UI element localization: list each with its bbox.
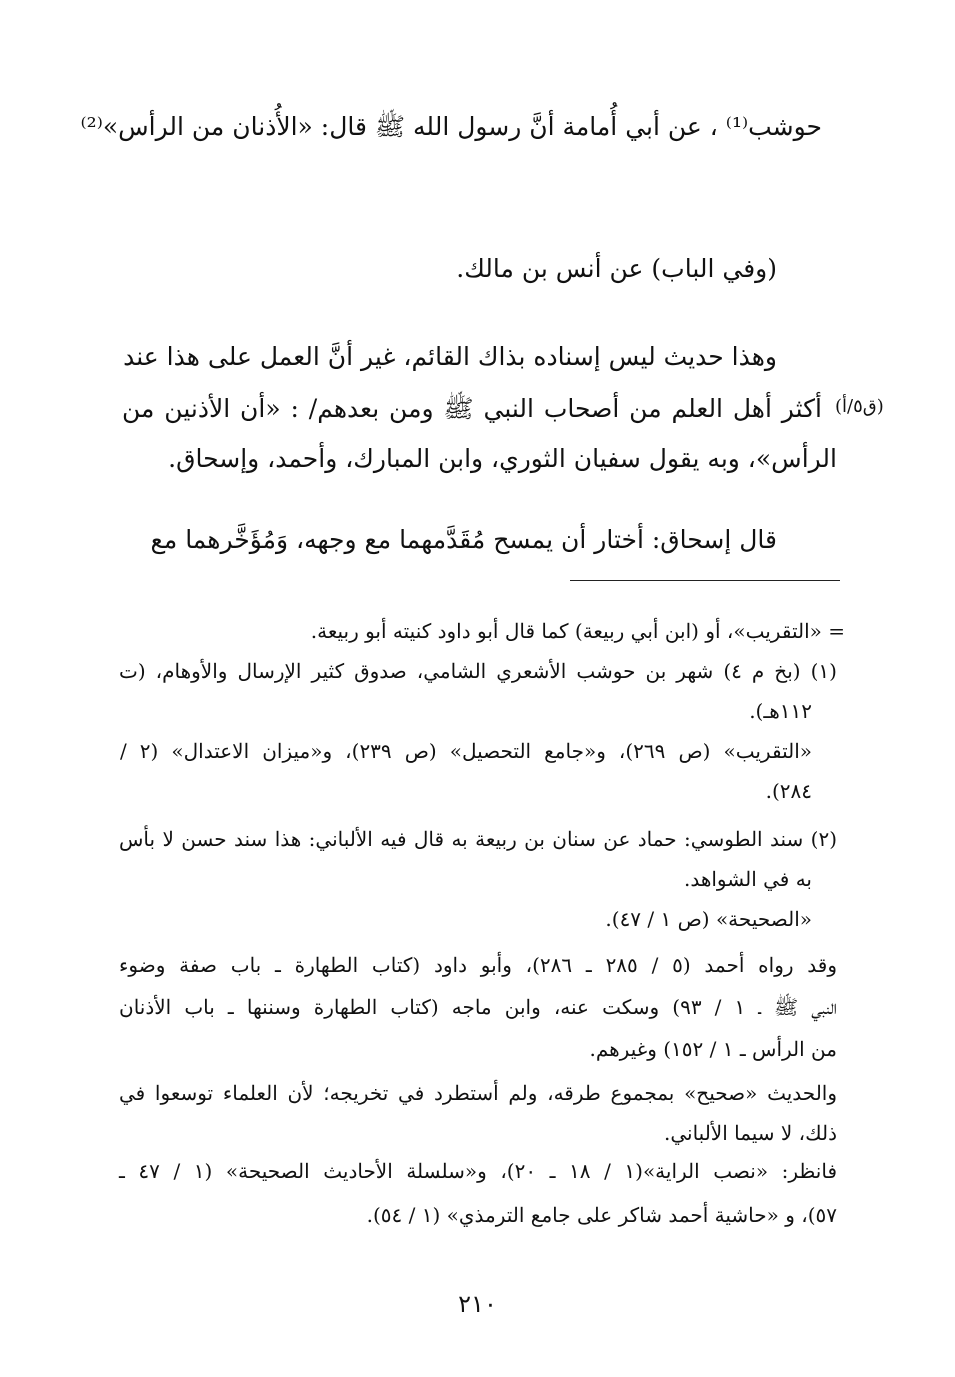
footnote-2-line-8: ذلك، لا سيما الألباني.: [663, 1121, 837, 1145]
para1-line-2: أكثر أهل العلم من أصحاب النبي ﷺ ومن بعدهم/ : «أن الأذنين من: [122, 394, 822, 423]
footnote-continuation: = «التقريب»، أو (ابن أبي ربيعة) كما قال أبو داود كنيته أبو ربيعة.: [310, 619, 845, 643]
footnote-2-line-3: «الصحيحة» (ص ١ / ٤٧).: [605, 907, 812, 931]
footnote-2-line-5: النبي ﷺ ـ ١ / ٩٣) وسكت عنه، وابن ماجه (كتاب الطهارة وسننها ـ باب الأذنان: [119, 995, 838, 1019]
para2-line-1: قال إسحاق: أختار أن يمسح مُقَدَّمهما مع وجهه، وَمُؤَخَّرهما مع: [150, 525, 777, 554]
body-line-2: (وفي الباب) عن أنس بن مالك.: [456, 254, 777, 283]
body-line-1: حوشب⁽¹⁾ ، عن أبي أُمامة أنَّ رسول الله ﷺ قال: «الأُذنان من الرأس»⁽²⁾: [80, 112, 822, 141]
footnote-2-line-1: (٢) سند الطوسي: حماد عن سنان بن ربيعة به قال فيه الألباني: هذا سند حسن لا بأس: [119, 827, 837, 851]
footnote-2-line-7: والحديث «صحيح» بمجموع طرقه، ولم أستطرد في تخريجه؛ لأن العلماء توسعوا في: [119, 1081, 837, 1105]
manuscript-folio-marker: (ق٥/أ): [835, 396, 884, 417]
footnote-2-line-6: من الرأس ـ ١ / ١٥٢) وغيرهم.: [589, 1037, 837, 1061]
footnote-2-line-9: فانظر: «نصب الراية»(١ / ١٨ ـ ٢٠)، و«سلسلة الأحاديث الصحيحة» (١ / ٤٧ ـ: [119, 1159, 838, 1183]
footnote-separator: [570, 580, 840, 581]
footnote-2-line-4: وقد رواه أحمد (٥ / ٢٨٥ ـ ٢٨٦)، وأبو داود (كتاب الطهارة ـ باب صفة وضوء: [119, 953, 838, 977]
footnote-2-line-2: به في الشواهد.: [683, 867, 812, 891]
para1-line-3: الرأس»، وبه يقول سفيان الثوري، وابن المبارك، وأحمد، وإسحاق.: [168, 444, 837, 473]
footnote-1-line-4: ٢٨٤).: [765, 779, 812, 803]
footnote-1-line-1: (١) (بخ م ٤) شهر بن حوشب الأشعري الشامي، صدوق كثير الإرسال والأوهام، (ت: [119, 659, 837, 683]
page-number: ٢١٠: [458, 1290, 497, 1318]
footnote-2-line-10: ٥٧)، و «حاشية أحمد شاكر على جامع الترمذي» (١ / ٥٤).: [366, 1203, 837, 1227]
footnote-1-line-3: «التقريب» (ص ٢٦٩)، و«جامع التحصيل» (ص ٢٣٩)، و«ميزان الاعتدال» (٢ /: [120, 739, 812, 763]
para1-line-1: وهذا حديث ليس إسناده بذاك القائم، غير أنَّ العمل على هذا عند: [123, 342, 777, 371]
footnote-1-line-2: ١١٢هـ).: [749, 699, 812, 723]
